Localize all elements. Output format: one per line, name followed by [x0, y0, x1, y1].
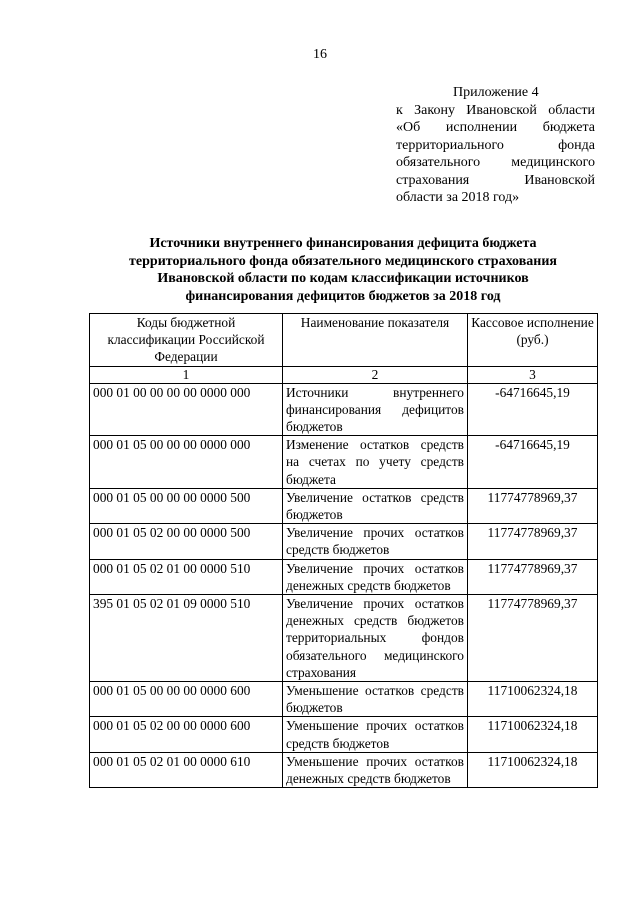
cash-amount: 11774778969,37: [468, 524, 598, 559]
table-row: [90, 595, 598, 682]
budget-code: 000 01 05 02 00 00 0000 500: [90, 524, 283, 559]
budget-code: 000 01 05 02 01 00 0000 510: [90, 559, 283, 594]
appendix-line: к Закону Ивановской области: [396, 102, 595, 118]
header-codes: Коды бюджетной классификации Российской Федерации: [90, 314, 283, 367]
budget-code: 000 01 00 00 00 00 0000 000: [90, 383, 283, 436]
cash-amount: 11710062324,18: [468, 717, 598, 752]
indicator-name: Изменение остатков средств на счетах по учету средств бюджета: [283, 436, 468, 489]
cash-amount: 11710062324,18: [468, 752, 598, 787]
cash-amount: 11710062324,18: [468, 682, 598, 717]
cash-amount: -64716645,19: [468, 383, 598, 436]
budget-code: 000 01 05 02 00 00 0000 600: [90, 717, 283, 752]
indicator-name: Увеличение прочих остатков денежных средств бюджетов территориальных фондов обязательного медицинского страхования: [283, 595, 468, 682]
budget-code: 000 01 05 00 00 00 0000 500: [90, 488, 283, 523]
appendix-line: «Об исполнении бюджета: [396, 120, 595, 135]
header-cash-execution: Кассовое исполнение (руб.): [468, 314, 598, 367]
table-row: [90, 559, 598, 594]
column-number: 3: [468, 366, 598, 383]
appendix-line: обязательного медицинского: [396, 155, 595, 170]
cash-amount: 11774778969,37: [468, 595, 598, 682]
table-row: [90, 682, 598, 717]
budget-code: 000 01 05 00 00 00 0000 600: [90, 682, 283, 717]
indicator-name: Уменьшение прочих остатков денежных средств бюджетов: [283, 752, 468, 787]
indicator-name: Увеличение остатков средств бюджетов: [283, 488, 468, 523]
column-number: 2: [283, 366, 468, 383]
cash-amount: 11774778969,37: [468, 488, 598, 523]
heading-line: Источники внутреннего финансирования дефицита бюджета: [149, 236, 537, 251]
appendix-title: Приложение 4: [453, 85, 539, 100]
header-indicator-name: Наименование показателя: [283, 314, 468, 367]
heading-line: Ивановской области по кодам классификации источников: [157, 271, 529, 287]
document-heading: [90, 235, 596, 305]
indicator-name: Увеличение прочих остатков средств бюджетов: [283, 524, 468, 559]
cash-amount: 11774778969,37: [468, 559, 598, 594]
indicator-name: Увеличение прочих остатков денежных средств бюджетов: [283, 559, 468, 594]
indicator-name: Уменьшение остатков средств бюджетов: [283, 682, 468, 717]
indicator-name: Источники внутреннего финансирования дефицитов бюджетов: [283, 383, 468, 436]
table-header-row: [90, 314, 598, 367]
budget-code: 000 01 05 02 01 00 0000 610: [90, 752, 283, 787]
cash-amount: -64716645,19: [468, 436, 598, 489]
table-row: [90, 436, 598, 489]
table-row: [90, 717, 598, 752]
heading-line: финансирования дефицитов бюджетов за 2018 год: [185, 288, 501, 304]
column-number: 1: [90, 366, 283, 383]
appendix-line: страхования Ивановской: [396, 172, 595, 188]
appendix-line: области за 2018 год»: [396, 190, 520, 205]
table-row: [90, 383, 598, 436]
heading-line: территориального фонда обязательного медицинского страхования: [129, 253, 557, 269]
financing-sources-table: [89, 313, 598, 788]
budget-code: 000 01 05 00 00 00 0000 000: [90, 436, 283, 489]
table-row: [90, 752, 598, 787]
budget-code: 395 01 05 02 01 09 0000 510: [90, 595, 283, 682]
indicator-name: Уменьшение прочих остатков средств бюджетов: [283, 717, 468, 752]
appendix-line: территориального фонда: [396, 137, 595, 153]
table-row: [90, 524, 598, 559]
page-number: 16: [313, 47, 327, 62]
appendix-note: [396, 84, 595, 207]
column-number-row: [90, 366, 598, 383]
table-row: [90, 488, 598, 523]
